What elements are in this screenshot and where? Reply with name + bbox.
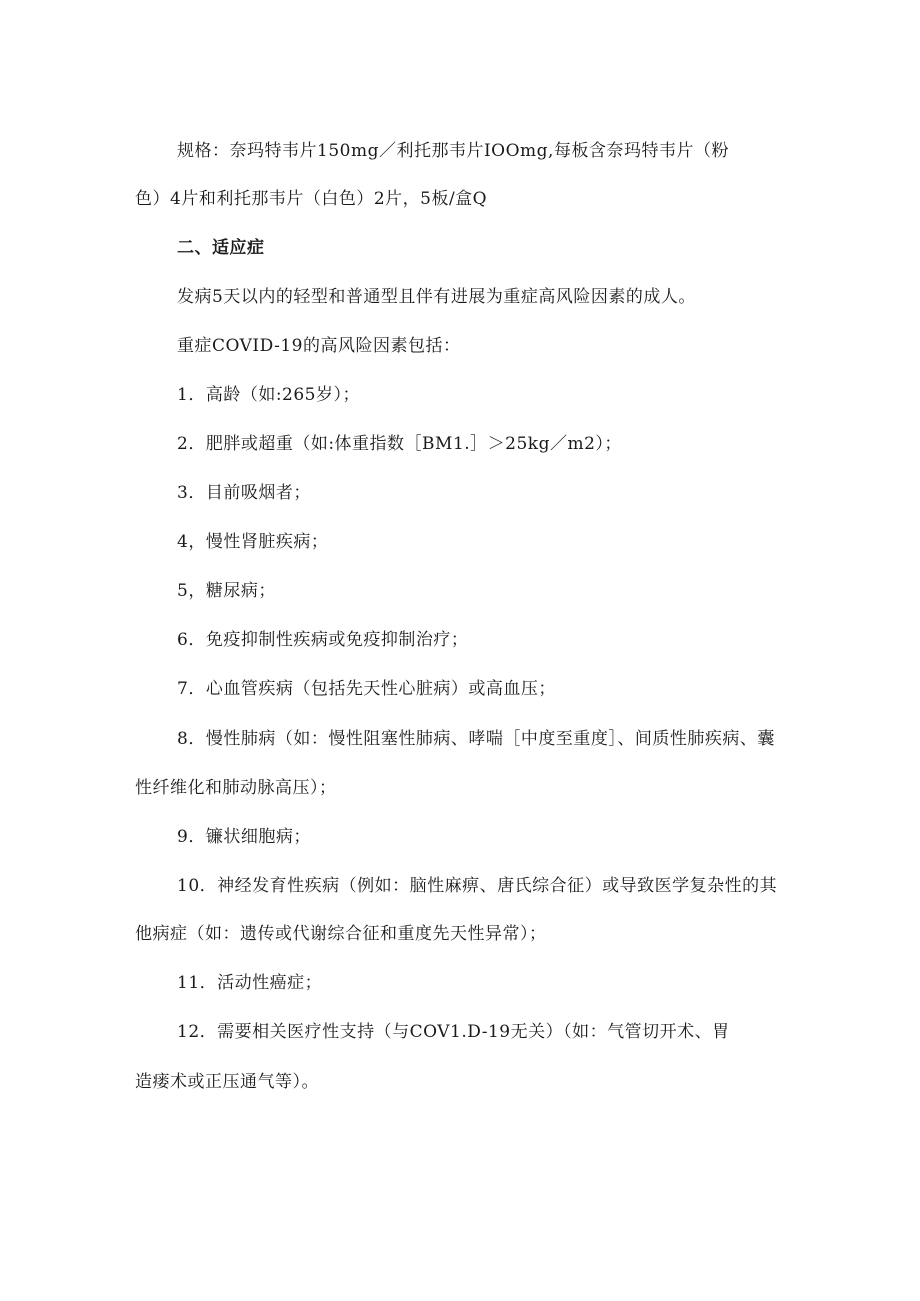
list-item-10-continuation: 他病症（如：遗传或代谢综合征和重度先天性异常）； — [135, 924, 547, 944]
risk-factors-intro: 重症COVID-19的高风险因素包括： — [177, 336, 461, 356]
spec-line-2: 色）4片和利托那韦片（白色）2片，5板/盒Q — [135, 189, 488, 209]
spec-line-1: 规格：奈玛特韦片150mg／利托那韦片IOOmg,每板含奈玛特韦片（粉 — [177, 141, 729, 161]
indication-intro: 发病5天以内的轻型和普通型且伴有进展为重症高风险因素的成人。 — [177, 287, 696, 307]
list-item-5: 5，糖尿病； — [177, 581, 276, 601]
list-item-6: 6．免疫抑制性疾病或免疫抑制治疗； — [177, 630, 469, 650]
list-item-7: 7．心血管疾病（包括先天性心脏病）或高血压； — [177, 679, 556, 699]
list-item-4: 4，慢性肾脏疾病； — [177, 532, 329, 552]
list-item-12-continuation: 造瘘术或正压通气等）。 — [135, 1072, 319, 1092]
list-item-10: 10．神经发育性疾病（例如：脑性麻痹、唐氏综合征）或导致医学复杂性的其 — [177, 876, 778, 896]
list-item-8: 8．慢性肺病（如：慢性阻塞性肺病、哮喘［中度至重度］、间质性肺疾病、囊 — [177, 729, 775, 749]
list-item-3: 3．目前吸烟者； — [177, 483, 311, 503]
list-item-9: 9．镰状细胞病； — [177, 827, 311, 847]
list-item-8-continuation: 性纤维化和肺动脉高压）； — [135, 778, 337, 798]
list-item-11: 11．活动性癌症； — [177, 973, 323, 993]
list-item-2: 2．肥胖或超重（如:体重指数［BM1.］＞25kg／m2）； — [177, 434, 622, 454]
section-heading: 二、适应症 — [177, 238, 265, 258]
list-item-1: 1．高龄（如:265岁）； — [177, 385, 360, 405]
list-item-12: 12．需要相关医疗性支持（与COV1.D-19无关）（如：气管切开术、胃 — [177, 1022, 730, 1042]
